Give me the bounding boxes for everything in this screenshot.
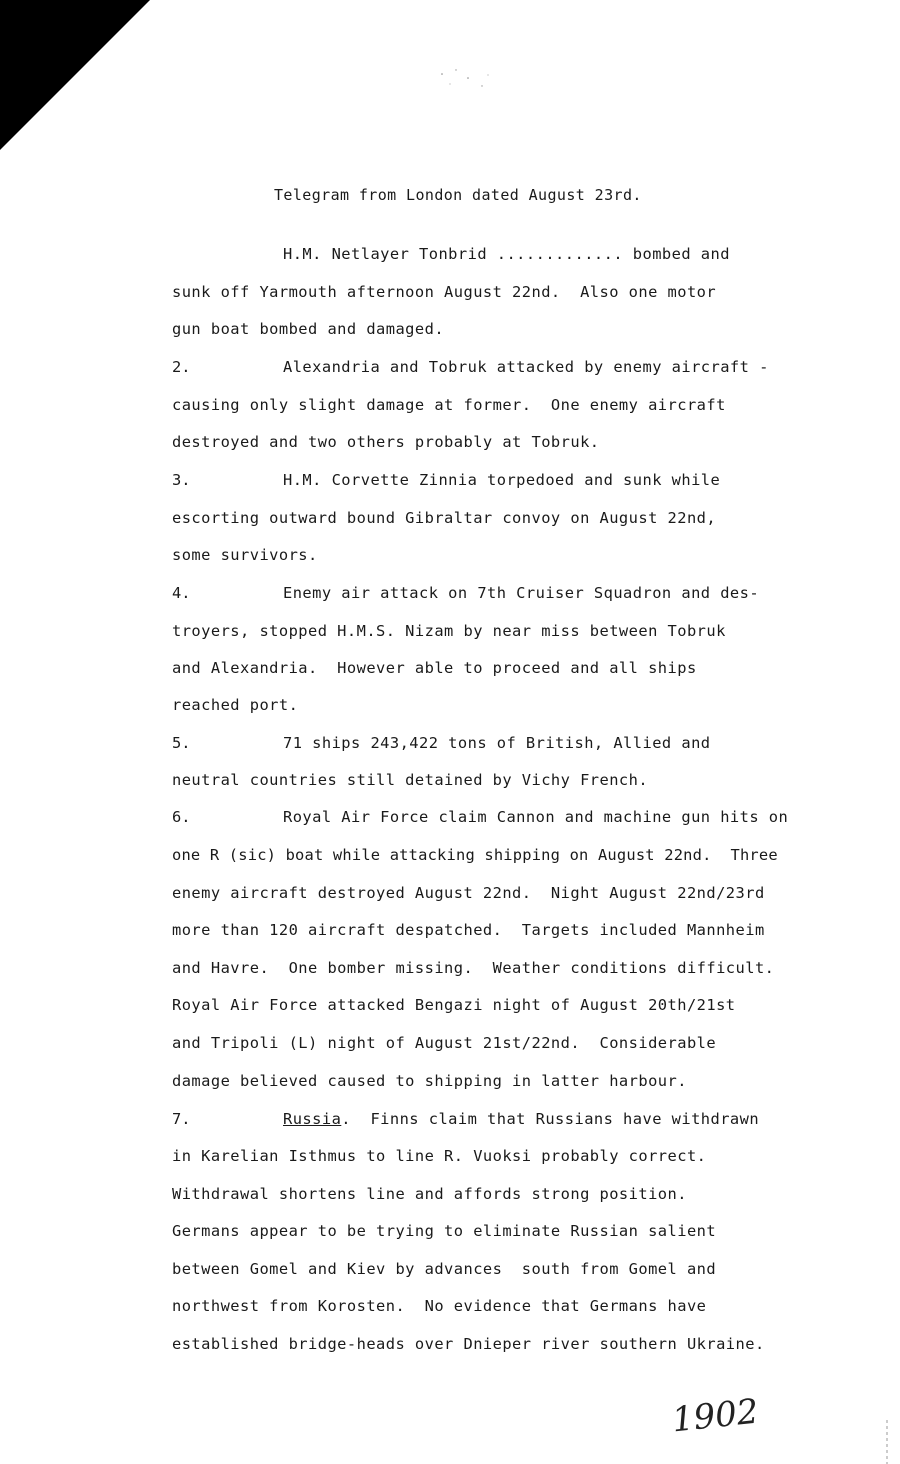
p7-line-4: Germans appear to be trying to eliminate Russian salient [172,1222,717,1240]
p7-line-2: in Karelian Isthmus to line R. Vuoksi probably correct. [172,1147,707,1165]
p3-line-1: H.M. Corvette Zinnia torpedoed and sunk while [283,471,721,489]
p7-number: 7. [172,1110,191,1128]
p7-line-1-text: . Finns claim that Russians have withdrawn [341,1110,760,1128]
p4-line-2: troyers, stopped H.M.S. Nizam by near miss between Tobruk [172,622,726,640]
p2-line-2: causing only slight damage at former. One enemy aircraft [172,396,726,414]
p6-line-5: and Havre. One bomber missing. Weather conditions difficult. [172,959,775,977]
p7-line-6: northwest from Korosten. No evidence that Germans have [172,1297,707,1315]
p5-number: 5. [172,734,191,752]
p4-number: 4. [172,584,191,602]
p2-number: 2. [172,358,191,376]
p6-line-7: and Tripoli (L) night of August 21st/22nd. Considerable [172,1034,717,1052]
p6-line-2: one R (sic) boat while attacking shipping on August 22nd. Three [172,846,778,864]
p4-line-1: Enemy air attack on 7th Cruiser Squadron and des- [283,584,760,602]
handwritten-page-number: 1902 [670,1391,761,1441]
russia-heading: Russia [283,1110,342,1128]
p2-line-3: destroyed and two others probably at Tobruk. [172,433,600,451]
p2-line-1: Alexandria and Tobruk attacked by enemy aircraft - [283,358,769,376]
p5-line-2: neutral countries still detained by Vichy French. [172,771,649,789]
p6-line-3: enemy aircraft destroyed August 22nd. Night August 22nd/23rd [172,884,765,902]
p3-line-3: some survivors. [172,546,318,564]
p6-line-6: Royal Air Force attacked Bengazi night of August 20th/21st [172,996,736,1014]
p7-line-3: Withdrawal shortens line and affords strong position. [172,1185,687,1203]
p4-line-4: reached port. [172,696,299,714]
scan-edge-mark [886,1420,888,1464]
p6-line-1: Royal Air Force claim Cannon and machine gun hits on [283,808,789,826]
p4-line-3: and Alexandria. However able to proceed and all ships [172,659,697,677]
p6-line-4: more than 120 aircraft despatched. Targets included Mannheim [172,921,765,939]
p6-number: 6. [172,808,191,826]
p3-line-2: escorting outward bound Gibraltar convoy on August 22nd, [172,509,717,527]
p1-line-3: gun boat bombed and damaged. [172,320,445,338]
document-title: Telegram from London dated August 23rd. [274,186,642,204]
p5-line-1: 71 ships 243,422 tons of British, Allied and [283,734,711,752]
scan-corner-shadow [0,0,150,150]
p1-line-1: H.M. Netlayer Tonbrid ............. bombed and [283,245,730,263]
p7-line-1 [283,1109,759,1129]
p7-line-7: established bridge-heads over Dnieper river southern Ukraine. [172,1335,765,1353]
p1-line-2: sunk off Yarmouth afternoon August 22nd. Also one motor [172,283,717,301]
p3-number: 3. [172,471,191,489]
scan-specks [438,66,498,96]
p6-line-8: damage believed caused to shipping in latter harbour. [172,1072,687,1090]
p7-line-5: between Gomel and Kiev by advances south from Gomel and [172,1260,717,1278]
